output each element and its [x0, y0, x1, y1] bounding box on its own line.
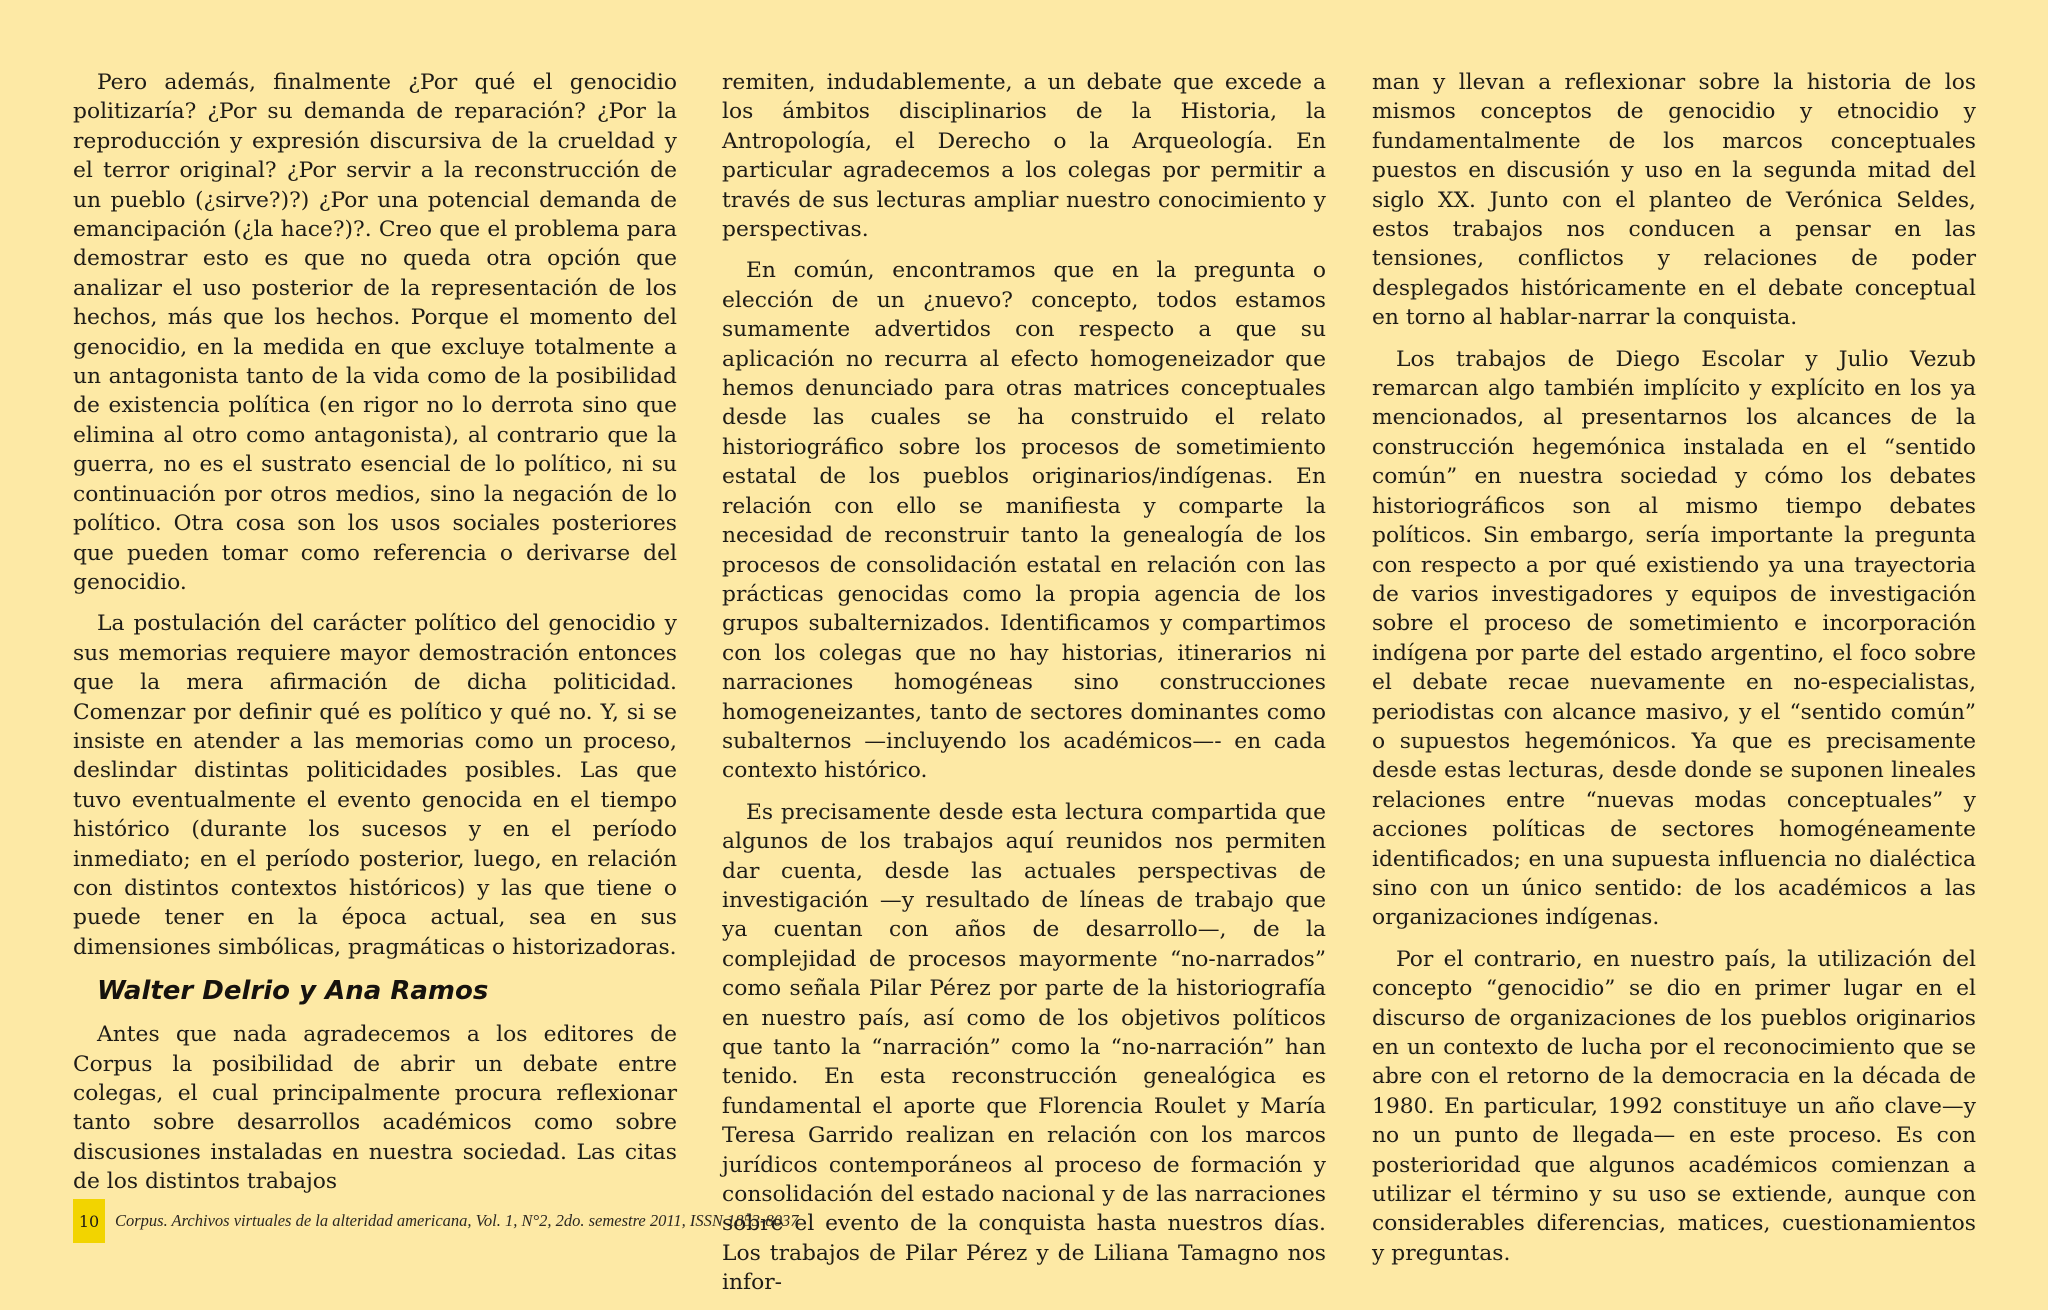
- column-left: [73, 68, 677, 1209]
- paragraph: remiten, indudablemente, a un debate que excede a los ámbitos disciplinarios de la Historia, la Antropología, el Derecho o la Arqueología. En particular agradecemos a los colegas por permitir a través de sus lecturas ampliar nuestro conocimiento y perspectivas.: [722, 70, 1326, 243]
- paragraph: Es precisamente desde esta lectura compartida que algunos de los trabajos aquí reunidos nos permiten dar cuenta, desde las actuales perspectivas de investigación —y resultado de líneas de trabajo que ya cuentan con años de desarrollo—, de la complejidad de procesos mayormente “no-narrados” como señala Pilar Pérez por parte de la historiografía en nuestro país, así como de los objetivos políticos que tanto la “narración” como la “no-narración” han tenido. En esta reconstrucción genealógica es fundamental el aporte que Florencia Roulet y María Teresa Garrido realizan en relación con los marcos jurídicos contemporáneos al proceso de formación y consolidación del estado nacional y de las narraciones sobre el evento de la conquista hasta nuestros días. Los trabajos de Pilar Pérez y de Liliana Tamagno nos infor-: [722, 799, 1326, 1296]
- column-middle: [722, 68, 1326, 1310]
- paragraph: man y llevan a reflexionar sobre la historia de los mismos conceptos de genocidio y etnocidio y fundamentalmente de los marcos conceptuales puestos en discusión y uso en la segunda mitad del siglo XX. Junto con el planteo de Verónica Seldes, estos trabajos nos conducen a pensar en las tensiones, conflictos y relaciones de poder desplegados históricamente en el debate conceptual en torno al hablar-narrar la conquista.: [1372, 70, 1976, 331]
- column-right: [1372, 68, 1976, 1280]
- paragraph: Antes que nada agradecemos a los editores de Corpus la posibilidad de abrir un debate entre colegas, el cual principalmente procura reflexionar tanto sobre desarrollos académicos como sobre discusiones instaladas en nuestra sociedad. Las citas de los distintos trabajos: [73, 1022, 677, 1195]
- page-number: 10: [73, 1199, 105, 1243]
- paragraph: Por el contrario, en nuestro país, la utilización del concepto “genocidio” se dio en primer lugar en el discurso de organizaciones de los pueblos originarios en un contexto de lucha por el reconocimiento que se abre con el retorno de la democracia en la década de 1980. En particular, 1992 constituye un año clave—y no un punto de llegada— en este proceso. Es con posterioridad que algunos académicos comienzan a utilizar el término y su uso se extiende, aunque con considerables diferencias, matices, cuestionamientos y preguntas.: [1372, 946, 1976, 1266]
- section-heading-authors: Walter Delrio y Ana Ramos: [97, 976, 489, 1007]
- journal-citation: Corpus. Archivos virtuales de la alteridad americana, Vol. 1, N°2, 2do. semestre 2011, ISSN 1853-8037: [115, 1211, 799, 1230]
- paragraph: La postulación del carácter político del genocidio y sus memorias requiere mayor demostración entonces que la mera afirmación de dicha politicidad. Comenzar por definir qué es político y qué no. Y, si se insiste en atender a las memorias como un proceso, deslindar distintas politicidades posibles. Las que tuvo eventualmente el evento genocida en el tiempo histórico (durante los sucesos y en el período inmediato; en el período posterior, luego, en relación con distintos contextos históricos) y las que tiene o puede tener en la época actual, sea en sus dimensiones simbólicas, pragmáticas o historizadoras.: [73, 611, 677, 960]
- paragraph: En común, encontramos que en la pregunta o elección de un ¿nuevo? concepto, todos estamos sumamente advertidos con respecto a que su aplicación no recurra al efecto homogeneizador que hemos denunciado para otras matrices conceptuales desde las cuales se ha construido el relato historiográfico sobre los procesos de sometimiento estatal de los pueblos originarios/indígenas. En relación con ello se manifiesta y comparte la necesidad de reconstruir tanto la genealogía de los procesos de consolidación estatal en relación con las prácticas genocidas como la propia agencia de los grupos subalternizados. Identificamos y compartimos con los colegas que no hay historias, itinerarios ni narraciones homogéneas sino construcciones homogeneizantes, tanto de sectores dominantes como subalternos —incluyendo los académicos—- en cada contexto histórico.: [722, 258, 1326, 784]
- paragraph: Pero además, finalmente ¿Por qué el genocidio politizaría? ¿Por su demanda de reparación? ¿Por la reproducción y expresión discursiva de la crueldad y el terror original? ¿Por servir a la reconstrucción de un pueblo (¿sirve?)?) ¿Por una potencial demanda de emancipación (¿la hace?)?. Creo que el problema para demostrar esto es que no queda otra opción que analizar el uso posterior de la representación de los hechos, más que los hechos. Porque el momento del genocidio, en la medida en que excluye totalmente a un antagonista tanto de la vida como de la posibilidad de existencia política (en rigor no lo derrota sino que elimina al otro como antagonista), al contrario que la guerra, no es el sustrato esencial de lo político, ni su continuación por otros medios, sino la negación de lo político. Otra cosa son los usos sociales posteriores que pueden tomar como referencia o derivarse del genocidio.: [73, 70, 677, 595]
- paragraph: Los trabajos de Diego Escolar y Julio Vezub remarcan algo también implícito y explícito en los ya mencionados, al presentarnos los alcances de la construcción hegemónica instalada en el “sentido común” en nuestra sociedad y cómo los debates historiográficos son al mismo tiempo debates políticos. Sin embargo, sería importante la pregunta con respecto a por qué existiendo ya una trayectoria de varios investigadores y equipos de investigación sobre el proceso de sometimiento e incorporación indígena por parte del estado argentino, el foco sobre el debate recae nuevamente en no-especialistas, periodistas con alcance masivo, y el “sentido común” o supuestos hegemónicos. Ya que es precisamente desde estas lecturas, desde donde se suponen lineales relaciones entre “nuevas modas conceptuales” y acciones políticas de sectores homogéneamente identificados; en una supuesta influencia no dialéctica sino con un único sentido: de los académicos a las organizaciones indígenas.: [1372, 346, 1976, 931]
- page-footer: [73, 1199, 799, 1243]
